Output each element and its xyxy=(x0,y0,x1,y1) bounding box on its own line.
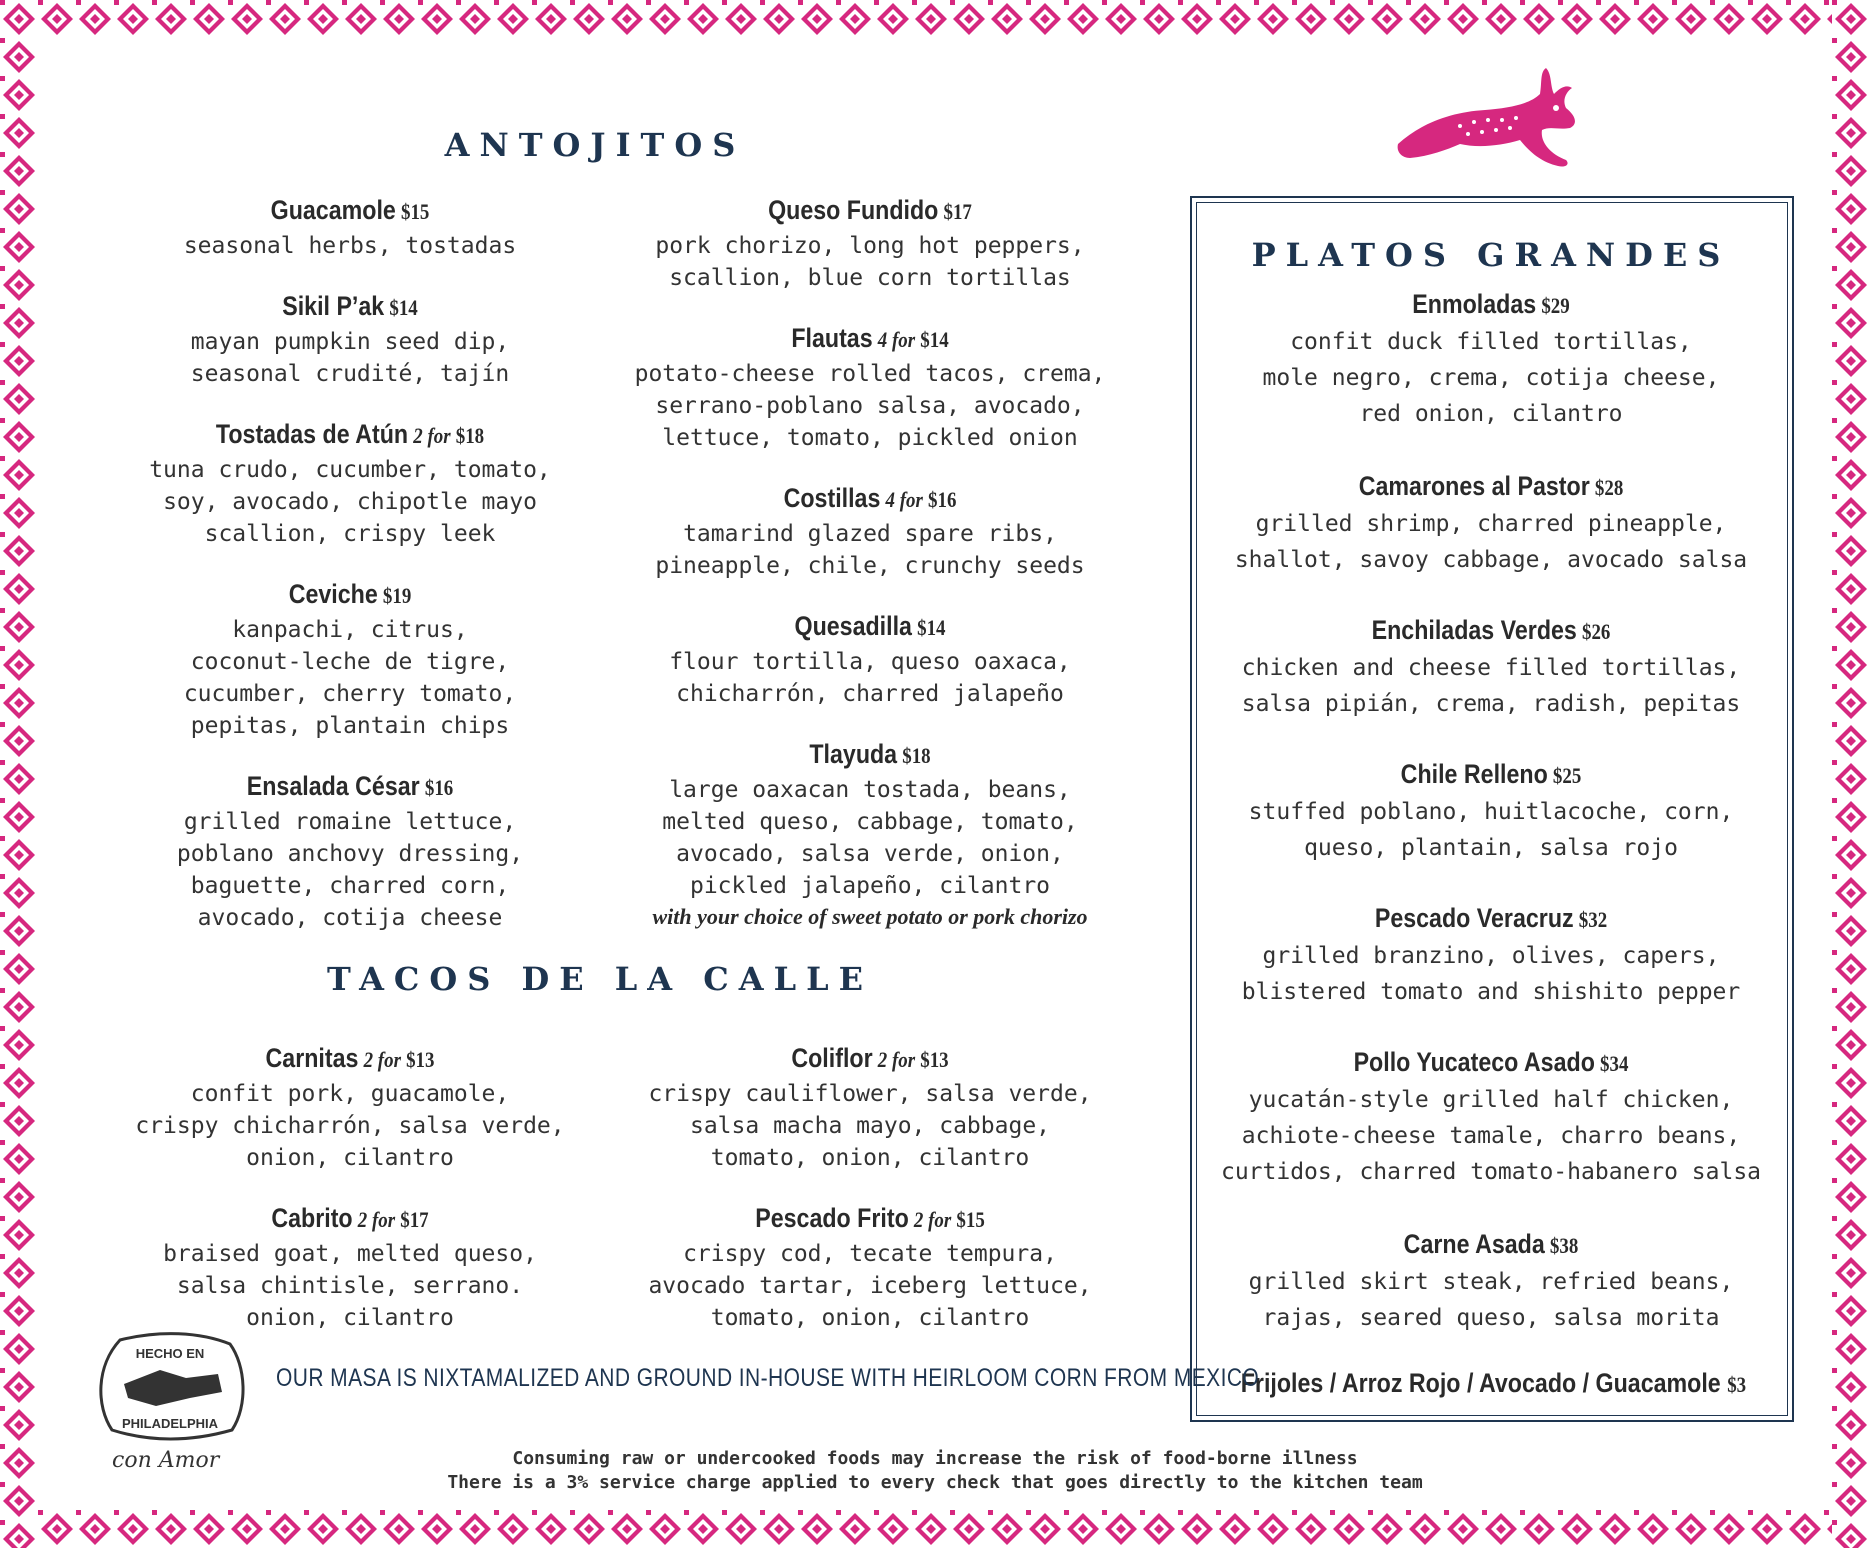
menu-item-name: Cabrito xyxy=(271,1203,353,1233)
menu-item-quantity: 2 for xyxy=(913,1207,952,1232)
menu-item-header xyxy=(638,608,1102,646)
menu-item-header xyxy=(638,736,1102,774)
menu-item-name: Pescado Frito xyxy=(755,1203,909,1233)
menu-item-description: grilled romaine lettuce, poblano anchovy dressing, baguette, charred corn, avocado, cotija cheese xyxy=(176,809,524,931)
menu-item xyxy=(600,480,1140,582)
menu-item-quantity: 4 for xyxy=(885,487,923,512)
menu-item xyxy=(600,608,1140,710)
menu-item-description: chicken and cheese filled tortillas, salsa pipián, crema, radish, pepitas xyxy=(1241,655,1741,717)
menu-item-description: large oaxacan tostada, beans, melted queso, cabbage, tomato, avocado, salsa verde, onion, pickled jalapeño, cilantro xyxy=(662,777,1078,899)
menu-item-price: $17 xyxy=(400,1207,429,1232)
menu-item-price: $18 xyxy=(902,743,931,768)
menu-item-header xyxy=(638,320,1102,358)
menu-item-price: $16 xyxy=(424,775,454,800)
menu-item-description: stuffed poblano, huitlacoche, corn, queso, plantain, salsa rojo xyxy=(1248,799,1734,861)
menu-item-quantity: 4 for xyxy=(877,327,916,352)
decorative-border-bottom xyxy=(0,1510,1870,1548)
menu-item-price: $32 xyxy=(1578,907,1608,932)
menu-item-description: grilled shrimp, charred pineapple, shallot, savoy cabbage, avocado salsa xyxy=(1234,511,1748,573)
menu-item-name: Sikil P’ak xyxy=(282,291,385,321)
menu-item-description: grilled branzino, olives, capers, blistered tomato and shishito pepper xyxy=(1241,943,1741,1005)
menu-item xyxy=(600,736,1140,932)
menu-item-name: Guacamole xyxy=(270,195,396,225)
menu-item-quantity: 2 for xyxy=(363,1047,401,1072)
section-title-antojitos: ANTOJITOS xyxy=(444,126,746,164)
menu-item-price: $17 xyxy=(943,199,972,224)
section-title-platos: PLATOS GRANDES xyxy=(1251,236,1731,274)
menu-item-header xyxy=(1241,756,1742,794)
masa-note: OUR MASA IS NIXTAMALIZED AND GROUND IN-HOUSE WITH HEIRLOOM CORN FROM MEXICO xyxy=(276,1364,1260,1392)
menu-item-name: Enchiladas Verdes xyxy=(1371,615,1577,645)
hecho-en-philadelphia-stamp xyxy=(90,1326,250,1446)
menu-item-name: Costillas xyxy=(783,483,881,513)
menu-item-price: $25 xyxy=(1552,763,1582,788)
menu-item-name: Flautas xyxy=(791,323,873,353)
menu-item-name: Pollo Yucateco Asado xyxy=(1353,1047,1595,1077)
menu-item-name: Ceviche xyxy=(288,579,378,609)
menu-item-header xyxy=(1241,1044,1742,1082)
menu-item-price: $16 xyxy=(928,487,957,512)
menu-item-price: $19 xyxy=(382,583,412,608)
menu-item-description: grilled skirt steak, refried beans, rajas, seared queso, salsa morita xyxy=(1248,1269,1734,1331)
menu-item xyxy=(1200,756,1782,866)
menu-item-description: crispy cauliflower, salsa verde, salsa macha mayo, cabbage, tomato, onion, cilantro xyxy=(648,1081,1092,1171)
menu-item-name: Pescado Veracruz xyxy=(1374,903,1574,933)
menu-item-price: $14 xyxy=(920,327,949,352)
menu-item-description: crispy cod, tecate tempura, avocado tartar, iceberg lettuce, tomato, onion, cilantro xyxy=(648,1241,1092,1331)
menu-item-note: with your choice of sweet potato or pork chorizo xyxy=(652,904,1088,929)
sides-label: Frijoles / Arroz Rojo / Avocado / Guacamole xyxy=(1240,1368,1721,1398)
menu-item xyxy=(100,416,600,550)
menu-item-description: yucatán-style grilled half chicken, achiote-cheese tamale, charro beans, curtidos, charred tomato-habanero salsa xyxy=(1220,1087,1762,1185)
menu-item-price: $29 xyxy=(1541,293,1570,318)
decorative-border-right xyxy=(1832,0,1870,1548)
menu-item xyxy=(1200,612,1782,722)
decorative-border-top xyxy=(0,0,1870,38)
menu-item-header xyxy=(126,1040,573,1078)
menu-item-header xyxy=(638,192,1102,230)
menu-item-header xyxy=(1241,1226,1742,1264)
menu-item-header xyxy=(638,1040,1102,1078)
stamp-top-text: HECHO EN xyxy=(135,1346,205,1361)
menu-item-header xyxy=(1241,468,1742,506)
menu-item-name: Ensalada César xyxy=(246,771,420,801)
menu-item xyxy=(1200,1226,1782,1336)
menu-item-header xyxy=(126,1200,573,1238)
menu-item-header xyxy=(1241,286,1742,324)
menu-item-header xyxy=(135,288,565,326)
menu-item-price: $34 xyxy=(1600,1051,1629,1076)
menu-item xyxy=(90,1200,610,1334)
menu-item-header xyxy=(135,768,565,806)
menu-item-price: $18 xyxy=(455,423,485,448)
menu-item-header xyxy=(1241,612,1742,650)
menu-item-description: mayan pumpkin seed dip, seasonal crudité, tajín xyxy=(190,329,510,387)
menu-item-price: $13 xyxy=(406,1047,435,1072)
menu-item xyxy=(1200,900,1782,1010)
menu-item-price: $28 xyxy=(1594,475,1624,500)
menu-item-description: kanpachi, citrus, coconut-leche de tigre, cucumber, cherry tomato, pepitas, plantain chips xyxy=(183,617,517,739)
menu-item-header xyxy=(1241,900,1742,938)
menu-item-name: Camarones al Pastor xyxy=(1358,471,1590,501)
menu-item-name: Queso Fundido xyxy=(768,195,939,225)
menu-item-quantity: 2 for xyxy=(357,1207,396,1232)
menu-item xyxy=(1200,286,1782,432)
menu-item-name: Carne Asada xyxy=(1403,1229,1545,1259)
menu-item xyxy=(600,1040,1140,1174)
menu-item-quantity: 2 for xyxy=(877,1047,916,1072)
menu-item xyxy=(1200,1044,1782,1190)
menu-item-description: braised goat, melted queso, salsa chintisle, serrano. onion, cilantro xyxy=(163,1241,537,1331)
footer-service-charge: There is a 3% service charge applied to every check that goes directly to the kitchen team xyxy=(447,1472,1423,1493)
menu-item xyxy=(600,192,1140,294)
menu-item-description: pork chorizo, long hot peppers, scallion, blue corn tortillas xyxy=(655,233,1085,291)
menu-item-quantity: 2 for xyxy=(413,423,451,448)
menu-item-price: $14 xyxy=(389,295,418,320)
sides-price: $3 xyxy=(1727,1372,1747,1397)
menu-item xyxy=(100,288,600,390)
menu-item xyxy=(600,1200,1140,1334)
section-title-tacos: TACOS DE LA CALLE xyxy=(327,960,873,998)
menu-item-price: $15 xyxy=(956,1207,985,1232)
menu-item-description: confit duck filled tortillas, mole negro, crema, cotija cheese, red onion, cilantro xyxy=(1262,329,1720,427)
stamp-bottom-text: PHILADELPHIA xyxy=(121,1416,219,1431)
menu-item-description: potato-cheese rolled tacos, crema, serrano-poblano salsa, avocado, lettuce, tomato, pickled onion xyxy=(634,361,1106,451)
menu-item-description: flour tortilla, queso oaxaca, chicharrón, charred jalapeño xyxy=(669,649,1071,707)
menu-item xyxy=(1200,468,1782,578)
menu-item-price: $38 xyxy=(1549,1233,1579,1258)
menu-item-price: $15 xyxy=(400,199,430,224)
menu-item-price: $14 xyxy=(917,615,946,640)
menu-item-header xyxy=(638,1200,1102,1238)
menu-item-header xyxy=(638,480,1102,518)
con-amor-signature: con Amor xyxy=(112,1448,220,1473)
menu-item-name: Carnitas xyxy=(265,1043,359,1073)
menu-item-name: Chile Relleno xyxy=(1400,759,1548,789)
menu-item-name: Tostadas de Atún xyxy=(215,419,409,449)
decorative-border-left xyxy=(0,0,38,1548)
sides-line xyxy=(1240,1368,1747,1399)
menu-item-header xyxy=(135,192,565,230)
menu-item-description: confit pork, guacamole, crispy chicharrón, salsa verde, onion, cilantro xyxy=(135,1081,565,1171)
menu-item-name: Tlayuda xyxy=(809,739,898,769)
menu-item xyxy=(600,320,1140,454)
menu-item xyxy=(90,1040,610,1174)
menu-item-description: tuna crudo, cucumber, tomato, soy, avocado, chipotle mayo scallion, crispy leek xyxy=(149,457,551,547)
footer-raw-food-warning: Consuming raw or undercooked foods may increase the risk of food-borne illness xyxy=(512,1448,1358,1469)
menu-item-price: $13 xyxy=(920,1047,949,1072)
leaping-rabbit-icon xyxy=(1390,64,1590,176)
menu-item xyxy=(100,576,600,742)
menu-item xyxy=(100,768,600,934)
menu-item-name: Coliflor xyxy=(791,1043,873,1073)
menu-item-header xyxy=(135,416,565,454)
menu-item-price: $26 xyxy=(1581,619,1611,644)
menu-item-header xyxy=(135,576,565,614)
menu-item-name: Enmoladas xyxy=(1412,289,1537,319)
menu-item-name: Quesadilla xyxy=(794,611,912,641)
menu-item-description: seasonal herbs, tostadas xyxy=(183,233,517,259)
menu-item-description: tamarind glazed spare ribs, pineapple, chile, crunchy seeds xyxy=(655,521,1085,579)
menu-item xyxy=(100,192,600,262)
